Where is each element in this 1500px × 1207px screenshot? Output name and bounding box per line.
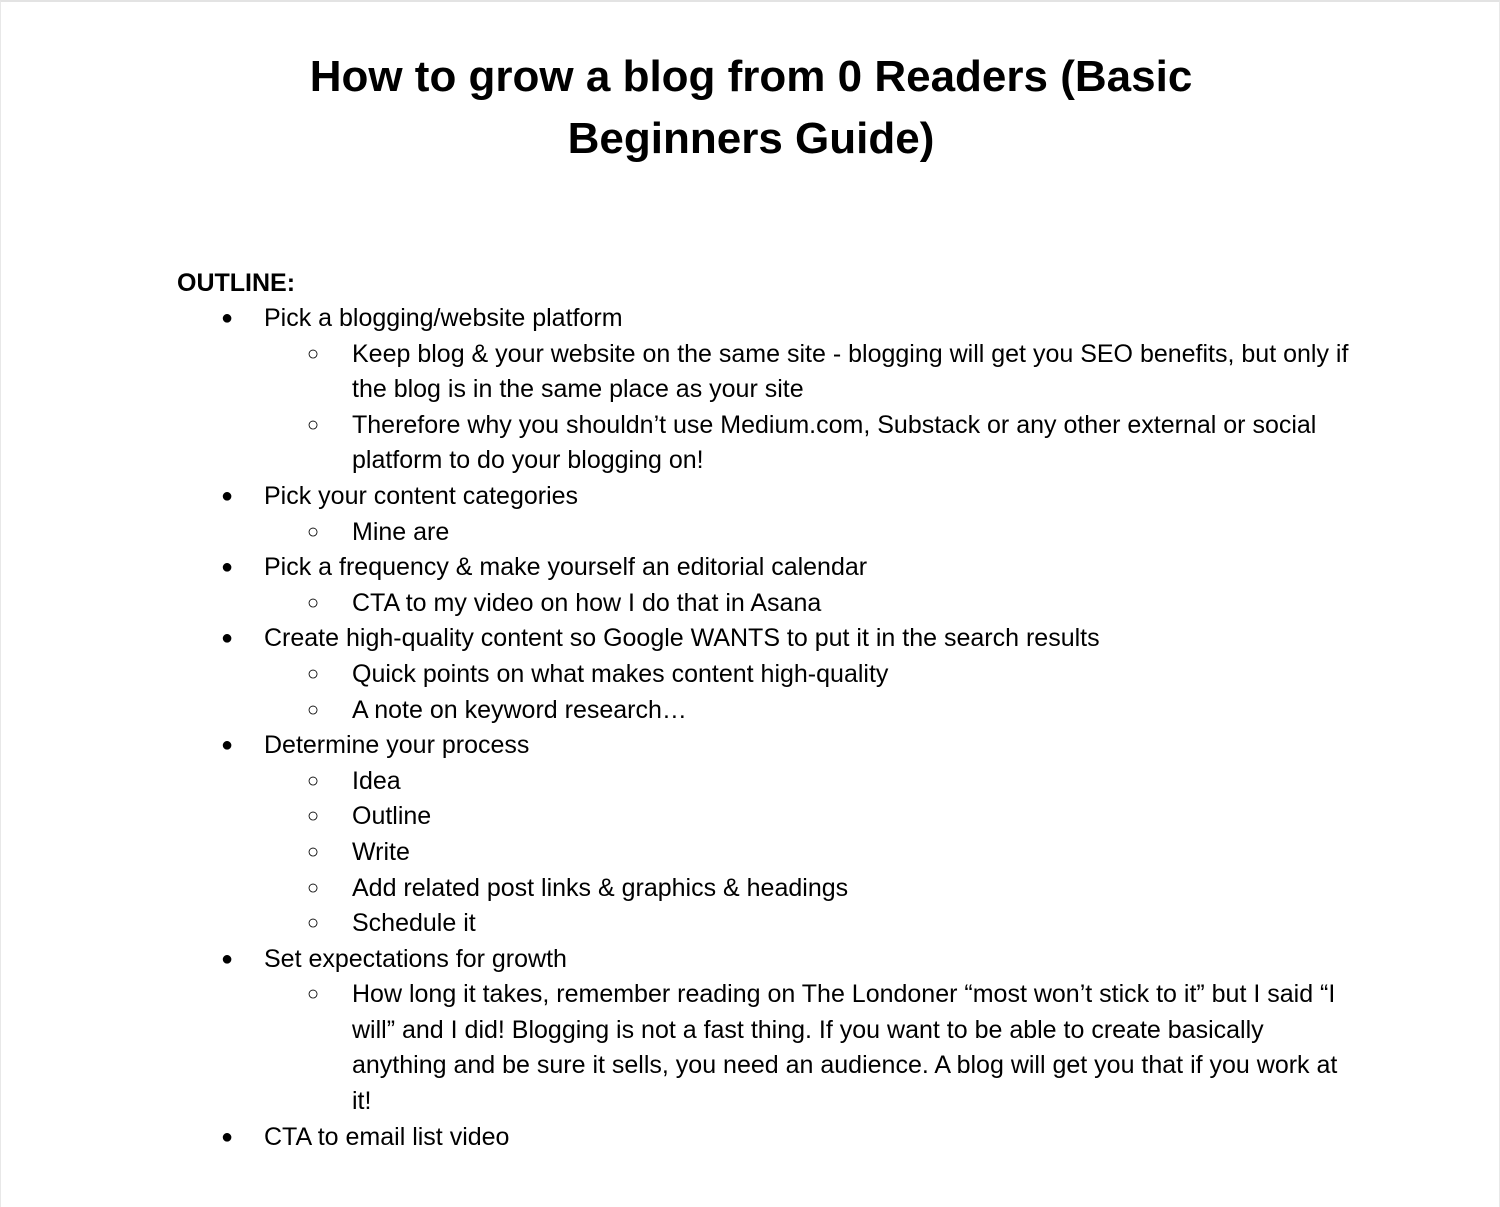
outline-sub-list [264,764,1357,942]
outline-sub-list [264,337,1357,479]
outline-sub-item [264,977,1357,1119]
outline-item-text: CTA to email list video [264,1122,510,1151]
outline-sub-item-text: How long it takes, remember reading on The Londoner “most won’t stick to it” but I said “I will” and I did! Blogging is not a fast thing. If you want to be able to create basically anything and be sure it sells, you need an audience. A blog will get you that if you work at it! [352,980,1338,1116]
outline-item-text: Pick your content categories [264,481,579,510]
outline-item-text: Pick a frequency & make yourself an editorial calendar [264,553,868,582]
outline-sub-item-text: Keep blog & your website on the same site - blogging will get you SEO benefits, but only if the blog is in the same place as your site [352,339,1349,404]
outline-sub-item [264,799,1357,835]
outline-item [177,479,1357,550]
outline-list [177,301,1357,1155]
bullet-hollow-icon: ○ [307,413,320,436]
outline-sub-item [264,408,1357,479]
outline-sub-item [264,693,1357,729]
outline-sub-item-text: Quick points on what makes content high-quality [352,659,889,688]
outline-item [177,301,1357,479]
outline-sub-item-text: CTA to my video on how I do that in Asana [352,588,822,617]
bullet-filled-icon: ● [221,307,234,329]
bullet-filled-icon: ● [221,947,234,970]
bullet-hollow-icon: ○ [307,805,320,828]
bullet-hollow-icon: ○ [307,698,320,721]
document-title: How to grow a blog from 0 Readers (Basic Beginners Guide) [309,52,1193,163]
outline-sub-item-text: Therefore why you shouldn’t use Medium.com, Substack or any other external or social platform to do your blogging on! [352,410,1317,475]
outline-sub-item-text: Idea [352,766,401,795]
bullet-hollow-icon: ○ [307,840,320,863]
outline-sub-item-text: Add related post links & graphics & headings [352,873,849,902]
outline-sub-item [264,764,1357,800]
outline-item-text: Pick a blogging/website platform [264,304,623,332]
outline-sub-item [264,586,1357,622]
outline-heading: OUTLINE: [177,269,296,297]
bullet-hollow-icon: ○ [307,662,320,685]
outline-sub-list [264,586,1357,622]
bullet-hollow-icon: ○ [307,769,320,792]
outline-item [177,942,1357,1120]
bullet-filled-icon: ● [221,1125,234,1148]
outline-item [177,1120,1357,1156]
bullet-hollow-icon: ○ [307,876,320,899]
outline-sub-item [264,906,1357,942]
bullet-hollow-icon: ○ [307,591,320,614]
outline-sub-item [264,337,1357,408]
outline-item-text: Determine your process [264,731,530,760]
outline-sub-item-text: A note on keyword research… [352,695,687,724]
outline-item-text: Create high-quality content so Google WANTS to put it in the search results [264,624,1100,653]
outline-sub-item [264,657,1357,693]
outline-item [177,550,1357,621]
outline-item [177,728,1357,942]
bullet-filled-icon: ● [221,734,234,757]
outline-item [177,621,1357,728]
outline-sub-item-text: Write [352,837,410,866]
bullet-hollow-icon: ○ [307,983,320,1006]
bullet-hollow-icon: ○ [307,342,320,365]
outline-sub-list [264,977,1357,1119]
bullet-filled-icon: ● [221,556,234,579]
outline-sub-item [264,515,1357,551]
bullet-filled-icon: ● [221,627,234,650]
outline-sub-list [264,657,1357,728]
bullet-hollow-icon: ○ [307,520,320,543]
bullet-hollow-icon: ○ [307,912,320,935]
outline-sub-item [264,871,1357,907]
outline-sub-item-text: Outline [352,802,432,831]
bullet-filled-icon: ● [221,484,234,507]
outline-sub-item-text: Mine are [352,517,450,546]
outline-sub-list [264,515,1357,551]
outline-sub-item [264,835,1357,871]
outline-item-text: Set expectations for growth [264,944,567,973]
outline-sub-item-text: Schedule it [352,909,476,938]
